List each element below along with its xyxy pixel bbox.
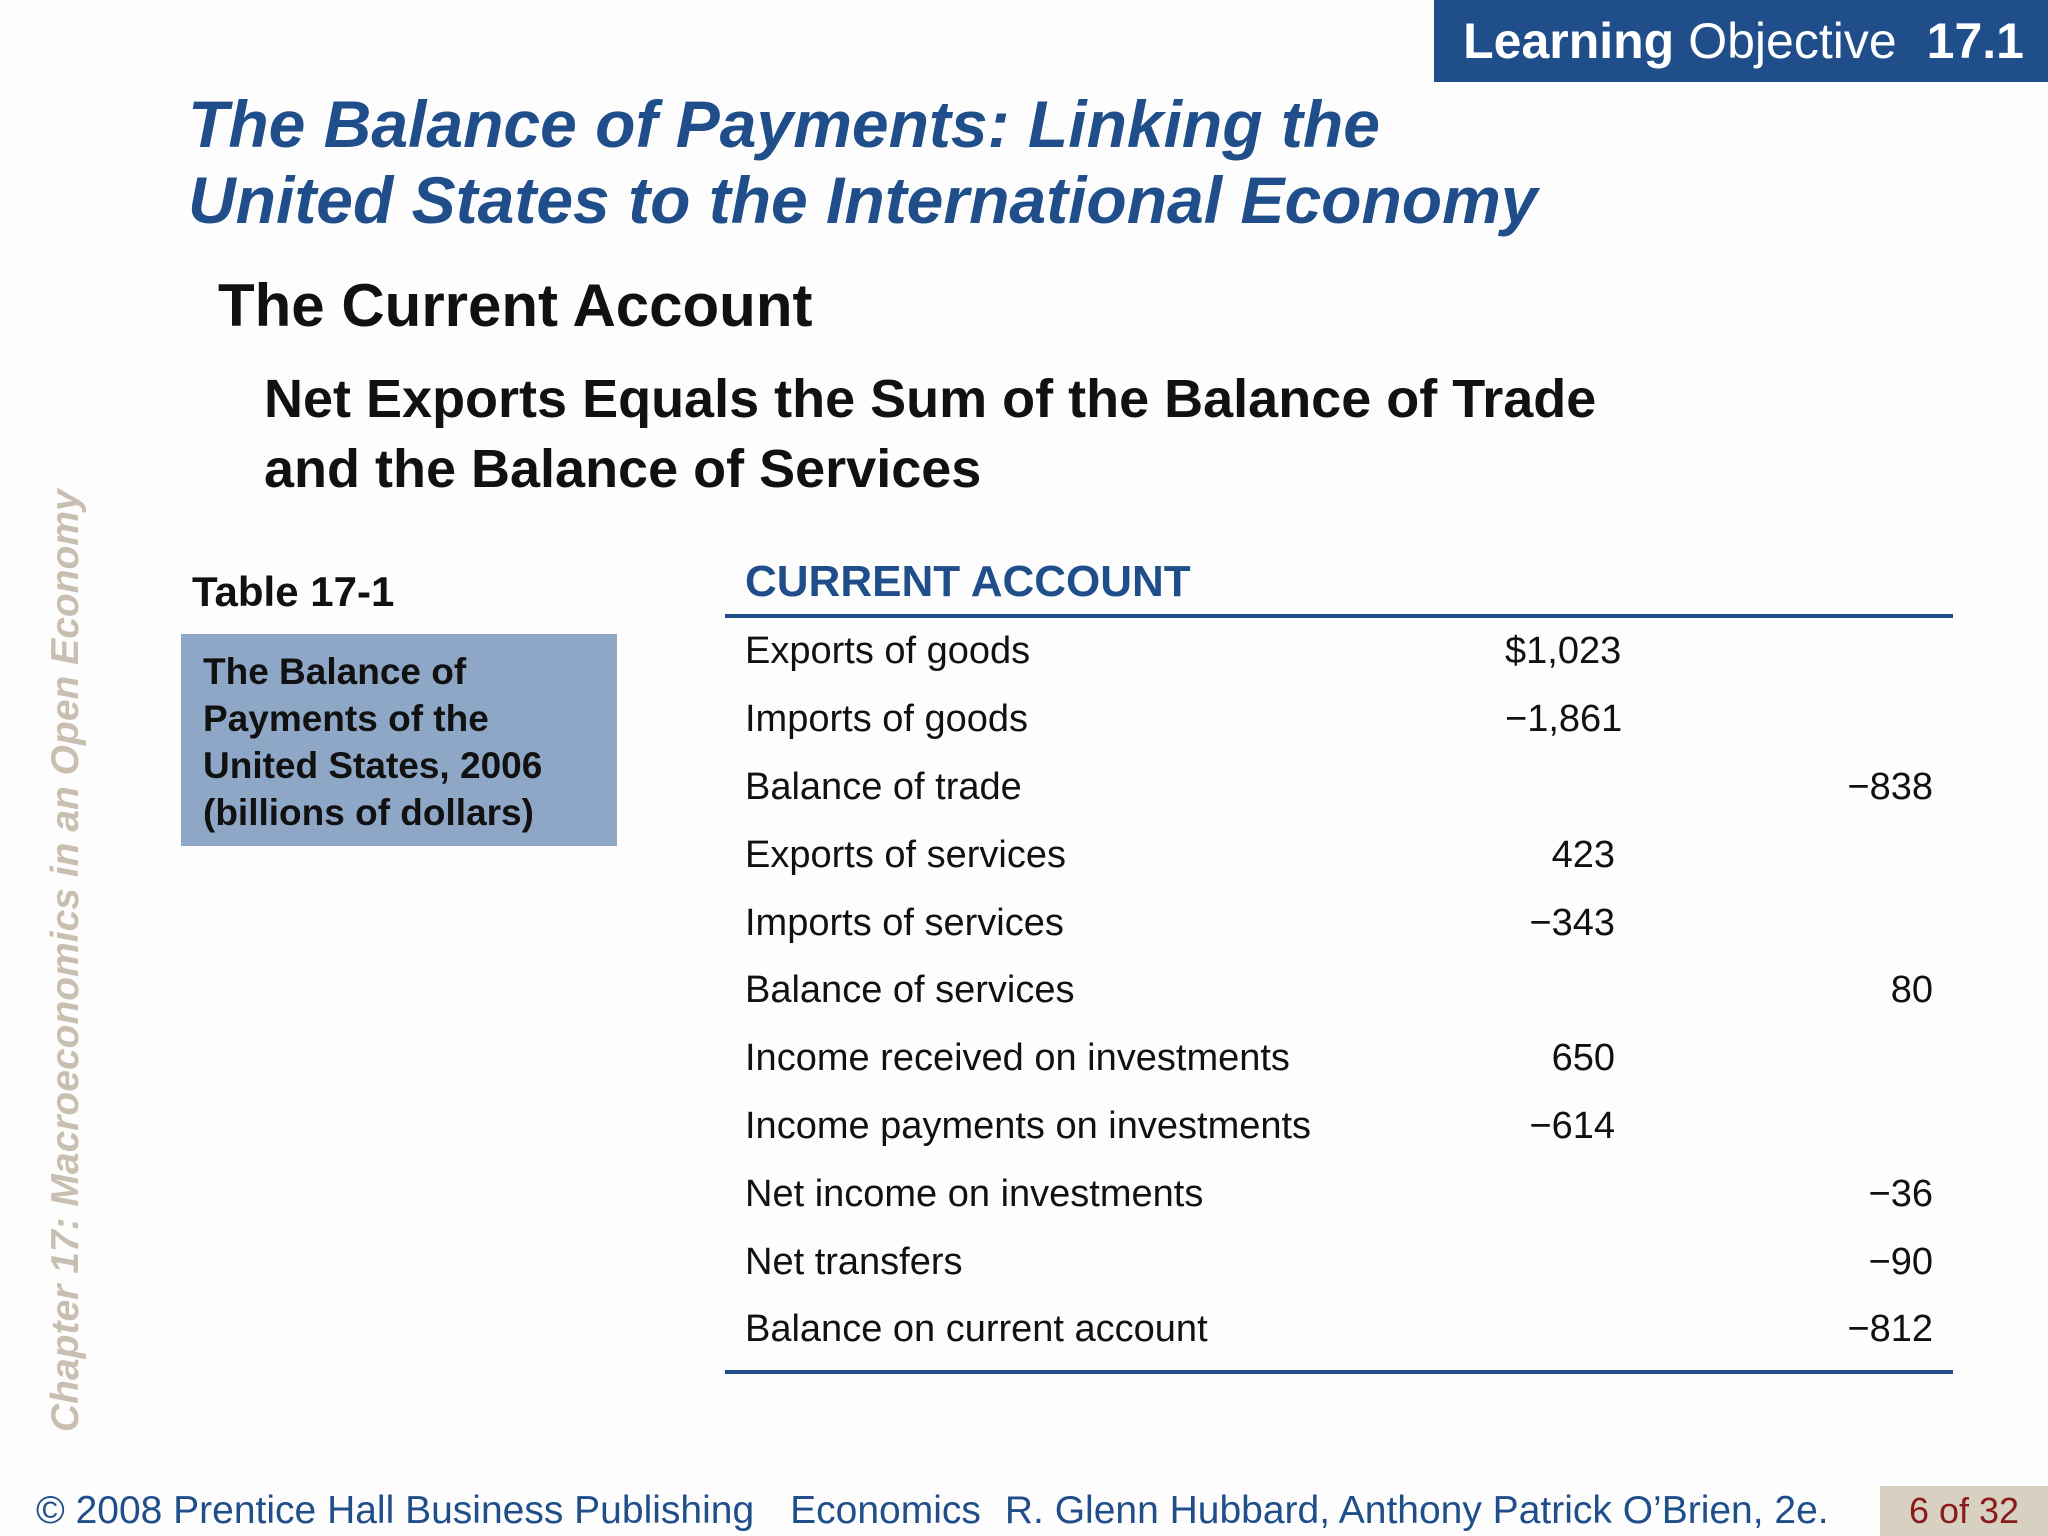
table-caption — [181, 634, 617, 846]
caption-line: The Balance of — [203, 651, 467, 692]
footer-authors: R. Glenn Hubbard, Anthony Patrick O’Brien, 2e. — [1004, 1489, 1829, 1532]
row-value: −614 — [1529, 1104, 1615, 1147]
row-label: Balance of services — [745, 969, 1075, 1012]
page-indicator: 6 of 32 — [1880, 1486, 2048, 1536]
table-row — [725, 1025, 1953, 1093]
row-value: $1,023 — [1505, 630, 1622, 673]
row-label: Net transfers — [745, 1240, 963, 1283]
row-net: −36 — [1868, 1172, 1933, 1215]
row-label: Exports of goods — [745, 630, 1031, 673]
current-account-table — [725, 552, 1953, 1374]
table-row — [725, 1228, 1953, 1296]
footer-copyright: © 2008 Prentice Hall Business Publishing — [36, 1489, 755, 1532]
caption-line: (billions of dollars) — [203, 792, 534, 833]
row-value: 423 — [1551, 833, 1615, 876]
table-row — [725, 889, 1953, 957]
badge-objective: Objective — [1688, 13, 1897, 69]
row-value: −343 — [1529, 901, 1615, 944]
bullet-line-2: and the Balance of Services — [264, 439, 982, 499]
table-row — [725, 686, 1953, 754]
row-net: −838 — [1847, 765, 1933, 808]
footer-book: Economics — [790, 1489, 981, 1532]
row-label: Balance on current account — [745, 1308, 1208, 1351]
table-label: Table 17-1 — [192, 568, 395, 615]
row-value: −1,861 — [1505, 698, 1623, 741]
bullet-heading — [264, 364, 1764, 504]
learning-objective-badge — [1434, 0, 2048, 82]
caption-line: Payments of the — [203, 698, 489, 739]
row-label: Imports of goods — [745, 698, 1029, 741]
row-label: Exports of services — [745, 833, 1066, 876]
table-row — [725, 957, 1953, 1025]
row-label: Balance of trade — [745, 765, 1022, 808]
title-line-2: United States to the International Economy — [188, 163, 1538, 237]
row-label: Imports of services — [745, 901, 1064, 944]
row-net: −90 — [1868, 1240, 1933, 1283]
slide-title — [188, 86, 1688, 238]
row-label: Net income on investments — [745, 1172, 1204, 1215]
table-bottom-rule — [725, 1370, 1953, 1374]
bullet-line-1: Net Exports Equals the Sum of the Balance of Trade — [264, 369, 1597, 429]
table-row — [725, 1296, 1953, 1364]
table-body — [725, 618, 1953, 1364]
table-title: CURRENT ACCOUNT — [745, 557, 1191, 606]
row-net: 80 — [1890, 969, 1933, 1012]
badge-number: 17.1 — [1926, 13, 2024, 69]
chapter-side-label: Chapter 17: Macroeconomics in an Open Economy — [44, 489, 87, 1432]
subheading: The Current Account — [218, 272, 813, 339]
row-net: −812 — [1847, 1308, 1933, 1351]
title-line-1: The Balance of Payments: Linking the — [188, 87, 1380, 161]
table-row — [725, 1093, 1953, 1161]
table-row — [725, 1160, 1953, 1228]
caption-line: United States, 2006 — [203, 745, 543, 786]
row-value: 650 — [1551, 1037, 1615, 1080]
row-label: Income received on investments — [745, 1037, 1290, 1080]
table-row — [725, 618, 1953, 686]
row-label: Income payments on investments — [745, 1104, 1312, 1147]
footer — [0, 1486, 2048, 1536]
table-row — [725, 754, 1953, 822]
badge-learning: Learning — [1463, 13, 1675, 69]
table-row — [725, 821, 1953, 889]
